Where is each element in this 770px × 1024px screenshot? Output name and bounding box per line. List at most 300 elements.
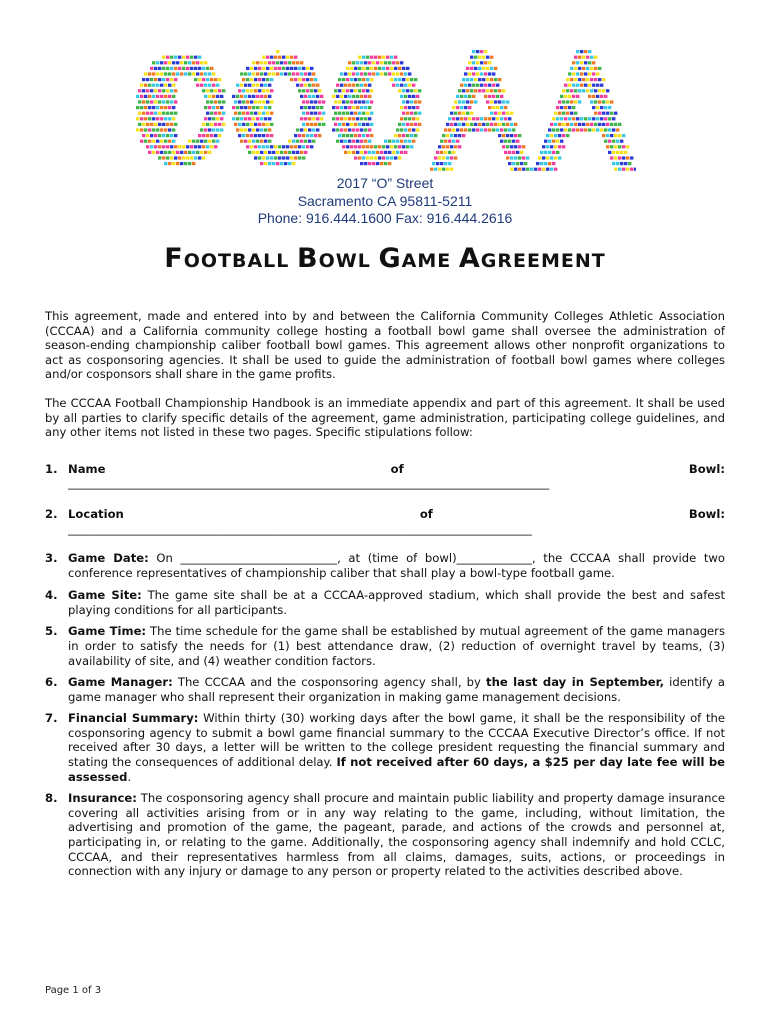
logo-pixel [570,89,573,92]
logo-pixel [152,84,155,87]
stipulation-list [45,462,725,879]
logo-pixel [152,72,155,75]
logo-pixel [318,134,321,137]
logo-pixel [472,72,475,75]
logo-pixel [392,151,395,154]
logo-pixel [608,140,611,143]
logo-pixel [538,168,541,171]
logo-pixel [244,128,247,131]
logo-pixel [246,112,249,115]
address-city: Sacramento CA 95811-5211 [297,192,473,209]
logo-pixel [364,162,367,165]
logo-pixel [362,100,365,103]
logo-pixel [234,100,237,103]
logo-pixel [558,134,561,137]
logo-pixel [614,123,617,126]
logo-pixel [448,151,451,154]
logo-pixel [416,106,419,109]
logo-pixel [362,78,365,81]
logo-pixel [206,89,209,92]
logo-pixel [470,56,473,59]
logo-pixel [406,134,409,137]
logo-pixel [260,61,263,64]
logo-pixel [316,84,319,87]
logo-pixel [342,112,345,115]
logo-pixel [150,89,153,92]
logo-pixel [144,140,147,143]
logo-pixel [246,78,249,81]
logo-pixel [410,89,413,92]
logo-pixel [200,84,203,87]
logo-pixel [506,134,509,137]
logo-pixel [456,95,459,98]
logo-pixel [254,145,257,148]
logo-pixel [406,78,409,81]
logo-pixel [300,117,303,120]
logo-pixel [176,72,179,75]
logo-pixel [558,145,561,148]
logo-pixel [296,151,299,154]
logo-pixel [440,151,443,154]
logo-pixel [596,106,599,109]
logo-pixel [218,123,221,126]
logo-pixel [340,128,343,131]
logo-pixel [564,106,567,109]
logo-pixel [162,156,165,159]
logo-pixel [468,128,471,131]
logo-pixel [266,100,269,103]
logo-pixel [158,78,161,81]
logo-pixel [474,89,477,92]
logo-pixel [452,151,455,154]
logo-pixel [174,89,177,92]
logo-pixel [602,123,605,126]
logo-pixel [362,134,365,137]
logo-pixel [264,72,267,75]
logo-pixel [474,100,477,103]
logo-pixel [560,95,563,98]
logo-pixel [288,151,291,154]
logo-pixel [334,100,337,103]
logo-pixel [348,117,351,120]
logo-pixel [310,100,313,103]
logo-pixel [350,78,353,81]
logo-pixel [576,128,579,131]
logo-pixel [300,106,303,109]
logo-pixel [350,145,353,148]
logo-pixel [462,134,465,137]
logo-pixel [506,100,509,103]
logo-pixel [180,151,183,154]
logo-pixel [332,95,335,98]
logo-pixel [166,123,169,126]
logo-pixel [344,128,347,131]
logo-pixel [612,128,615,131]
logo-pixel [494,112,497,115]
logo-pixel [302,100,305,103]
logo-pixel [290,156,293,159]
logo-pixel [292,61,295,64]
logo-pixel [156,72,159,75]
logo-pixel [220,95,223,98]
logo-pixel [410,78,413,81]
logo-pixel [310,67,313,70]
logo-pixel [450,145,453,148]
logo-pixel [356,61,359,64]
logo-pixel [388,151,391,154]
logo-pixel [194,78,197,81]
logo-pixel [344,151,347,154]
title-word: AGREEMENT [458,243,606,274]
logo-pixel [182,145,185,148]
logo-pixel [504,140,507,143]
logo-pixel [146,123,149,126]
logo-pixel [362,67,365,70]
logo-pixel [376,72,379,75]
logo-pixel [562,100,565,103]
logo-pixel [188,140,191,143]
logo-pixel [378,67,381,70]
logo-pixel [568,117,571,120]
logo-pixel [204,106,207,109]
logo-pixel [502,112,505,115]
logo-pixel [314,100,317,103]
logo-pixel [580,84,583,87]
logo-pixel [366,67,369,70]
logo-pixel [360,84,363,87]
logo-pixel [272,72,275,75]
logo-pixel [346,89,349,92]
logo-pixel [364,72,367,75]
logo-pixel [454,100,457,103]
logo-pixel [240,140,243,143]
stipulation-game-time: 5. Game Time: The time schedule for the game shall be established by mutual agreement of the game managers in order to satisfy the needs for (1) best attendance draw, (2) reduction of overnight travel by teams, (3) availability of site, and (4) weather condition factors. [45,624,725,668]
cccaa-logo [136,44,636,172]
logo-pixel [174,67,177,70]
logo-pixel [198,156,201,159]
logo-pixel [140,95,143,98]
logo-pixel [192,140,195,143]
logo-pixel [354,145,357,148]
logo-pixel [476,117,479,120]
logo-pixel [562,134,565,137]
logo-pixel [288,140,291,143]
logo-pixel [458,89,461,92]
logo-pixel [470,89,473,92]
logo-pixel [358,67,361,70]
logo-pixel [626,168,629,171]
logo-pixel [468,84,471,87]
logo-pixel [462,123,465,126]
logo-pixel [496,84,499,87]
name-blank-line[interactable]: ___________________________________________________________________________________ [68,476,550,491]
logo-pixel [186,67,189,70]
logo-pixel [602,112,605,115]
logo-pixel [464,117,467,120]
logo-pixel [136,95,139,98]
logo-pixel [368,106,371,109]
logo-pixel [438,145,441,148]
logo-pixel [192,61,195,64]
logo-pixel [602,89,605,92]
logo-pixel [262,123,265,126]
logo-pixel [312,128,315,131]
logo-pixel [316,128,319,131]
logo-pixel [298,67,301,70]
logo-pixel [578,100,581,103]
logo-pixel [164,162,167,165]
logo-pixel [618,156,621,159]
logo-pixel [262,112,265,115]
logo-pixel [500,117,503,120]
logo-pixel [366,123,369,126]
location-blank-line[interactable]: ________________________________________________________________________________ [68,521,532,536]
logo-pixel [306,67,309,70]
logo-pixel [352,140,355,143]
logo-pixel [200,61,203,64]
logo-pixel [306,78,309,81]
logo-pixel [496,106,499,109]
logo-pixel [386,145,389,148]
logo-pixel [406,100,409,103]
logo-pixel [360,106,363,109]
logo-pixel [374,56,377,59]
logo-pixel [446,134,449,137]
logo-pixel [208,106,211,109]
logo-pixel [276,151,279,154]
logo-pixel [384,72,387,75]
logo-pixel [352,106,355,109]
logo-pixel [512,128,515,131]
logo-pixel [624,151,627,154]
logo-pixel [138,89,141,92]
logo-pixel [206,100,209,103]
logo-pixel [356,117,359,120]
logo-pixel [404,128,407,131]
logo-pixel [346,100,349,103]
logo-pixel [546,156,549,159]
logo-pixel [200,151,203,154]
logo-pixel [312,84,315,87]
logo-pixel [318,89,321,92]
logo-pixel [216,84,219,87]
logo-pixel [162,134,165,137]
logo-pixel [342,123,345,126]
logo-pixel [168,72,171,75]
logo-pixel [566,112,569,115]
logo-pixel [592,117,595,120]
logo-pixel [162,100,165,103]
logo-pixel [348,140,351,143]
logo-pixel [262,56,265,59]
logo-pixel [222,100,225,103]
logo-pixel [198,78,201,81]
logo-pixel [146,145,149,148]
logo-pixel [174,134,177,137]
logo-pixel [604,128,607,131]
logo-pixel [278,56,281,59]
logo-pixel [402,100,405,103]
logo-pixel [456,128,459,131]
logo-pixel [580,72,583,75]
logo-pixel [262,100,265,103]
logo-pixel [318,100,321,103]
logo-pixel [256,72,259,75]
logo-pixel [248,117,251,120]
logo-pixel [590,89,593,92]
logo-pixel [288,162,291,165]
logo-pixel [252,95,255,98]
logo-pixel [366,100,369,103]
logo-pixel [260,72,263,75]
logo-pixel [604,140,607,143]
logo-pixel [270,89,273,92]
logo-pixel [380,61,383,64]
logo-pixel [596,117,599,120]
logo-pixel [156,106,159,109]
logo-pixel [498,123,501,126]
logo-pixel [320,95,323,98]
logo-pixel [584,84,587,87]
logo-pixel [556,117,559,120]
logo-pixel [618,168,621,171]
address-street: 2017 “O” Street [336,175,434,191]
logo-pixel [148,84,151,87]
logo-pixel [554,168,557,171]
logo-pixel [468,72,471,75]
logo-pixel [368,162,371,165]
logo-pixel [548,140,551,143]
logo-pixel [254,112,257,115]
logo-pixel [346,134,349,137]
logo-pixel [414,123,417,126]
logo-pixel [560,140,563,143]
logo-pixel [168,140,171,143]
logo-pixel [594,78,597,81]
logo-pixel [466,89,469,92]
logo-pixel [244,95,247,98]
logo-pixel [148,128,151,131]
logo-pixel [606,100,609,103]
logo-pixel [594,100,597,103]
logo-pixel [154,89,157,92]
logo-pixel [366,56,369,59]
logo-pixel [448,162,451,165]
logo-pixel [164,140,167,143]
logo-pixel [598,123,601,126]
logo-pixel [582,67,585,70]
logo-pixel [332,106,335,109]
logo-pixel [190,67,193,70]
logo-pixel [368,95,371,98]
logo-pixel [476,72,479,75]
logo-pixel [606,112,609,115]
logo-pixel [506,112,509,115]
logo-pixel [508,151,511,154]
logo-pixel [598,112,601,115]
logo-pixel [214,123,217,126]
logo-pixel [172,117,175,120]
logo-pixel [468,95,471,98]
logo-pixel [136,117,139,120]
logo-pixel [158,145,161,148]
logo-pixel [494,78,497,81]
logo-pixel [362,145,365,148]
logo-pixel [270,134,273,137]
logo-pixel [216,128,219,131]
logo-pixel [434,168,437,171]
logo-pixel [268,117,271,120]
logo-pixel [600,106,603,109]
logo-pixel [274,145,277,148]
logo-pixel [168,84,171,87]
logo-pixel [258,123,261,126]
logo-pixel [168,106,171,109]
logo-pixel [290,56,293,59]
logo-pixel [232,117,235,120]
logo-pixel [350,112,353,115]
logo-pixel [238,134,241,137]
logo-pixel [246,145,249,148]
logo-pixel [576,72,579,75]
logo-pixel [452,128,455,131]
logo-pixel [340,106,343,109]
logo-pixel [372,151,375,154]
logo-pixel [206,145,209,148]
logo-pixel [362,123,365,126]
logo-pixel [400,95,403,98]
logo-pixel [534,168,537,171]
logo-pixel [566,89,569,92]
logo-pixel [162,78,165,81]
logo-pixel [500,140,503,143]
logo-pixel [278,156,281,159]
logo-pixel [612,140,615,143]
logo-pixel [242,78,245,81]
logo-pixel [252,61,255,64]
logo-pixel [578,78,581,81]
logo-pixel [560,106,563,109]
stipulation-game-manager: 6. Game Manager: The CCCAA and the cosponsoring agency shall, by the last day in September, identify a game manager who shall represent their organization in making game management decisions. [45,675,725,704]
logo-pixel [154,100,157,103]
logo-pixel [572,128,575,131]
logo-pixel [248,128,251,131]
logo-pixel [484,84,487,87]
logo-pixel [358,145,361,148]
logo-pixel [568,95,571,98]
logo-pixel [280,162,283,165]
logo-pixel [472,95,475,98]
logo-pixel [154,134,157,137]
logo-pixel [452,140,455,143]
logo-pixel [146,78,149,81]
logo-pixel [164,117,167,120]
logo-pixel [210,134,213,137]
logo-pixel [354,134,357,137]
logo-pixel [414,100,417,103]
logo-pixel [150,78,153,81]
logo-pixel [282,56,285,59]
logo-pixel [314,78,317,81]
logo-pixel [588,72,591,75]
logo-pixel [198,67,201,70]
logo-pixel [390,78,393,81]
logo-pixel [558,100,561,103]
logo-pixel [590,100,593,103]
logo-pixel [366,134,369,137]
logo-pixel [508,140,511,143]
logo-pixel [374,156,377,159]
